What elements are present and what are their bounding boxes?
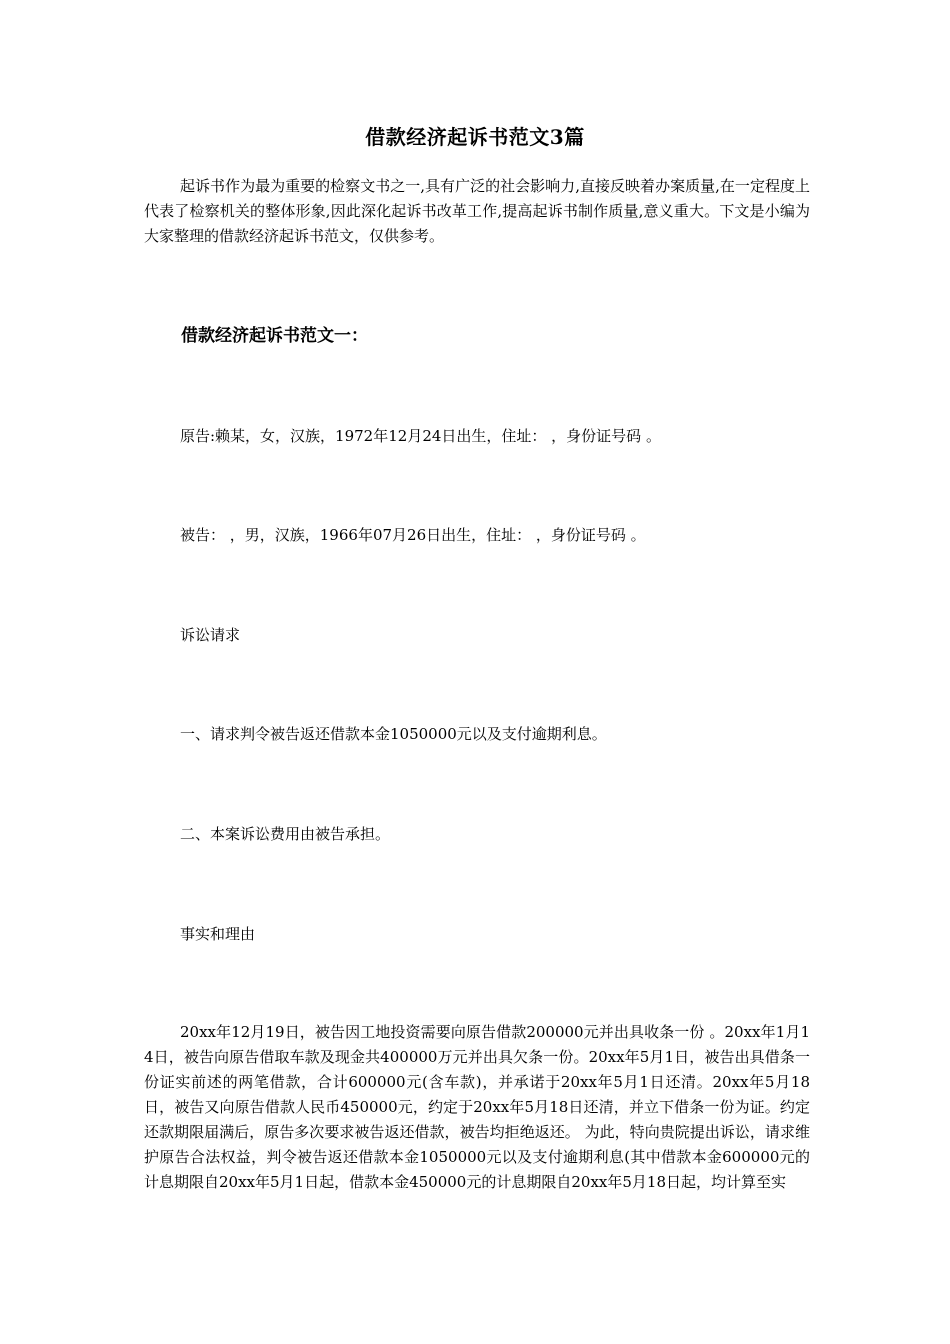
document-title: 借款经济起诉书范文3篇: [365, 125, 585, 149]
claims-heading: 诉讼请求: [180, 626, 241, 644]
claim-item-1: 一、请求判令被告返还借款本金1050000元以及支付逾期利息。: [180, 725, 607, 743]
facts-heading: 事实和理由: [180, 925, 256, 943]
claim-item-2: 二、本案诉讼费用由被告承担。: [180, 825, 391, 843]
intro-paragraph: 起诉书作为最为重要的检察文书之一,具有广泛的社会影响力,直接反映着办案质量,在一定程度上代表了检察机关的整体形象,因此深化起诉书改革工作,提高起诉书制作质量,意义重大。下文是小编为大家整理的借款经济起诉书范文，仅供参考。: [144, 177, 810, 245]
plaintiff-line: 原告:赖某，女，汉族，1972年12月24日出生，住址： ，身份证号码 。: [180, 427, 661, 445]
defendant-line: 被告： ，男，汉族，1966年07月26日出生，住址： ，身份证号码 。: [180, 526, 646, 544]
section-heading: 借款经济起诉书范文一：: [181, 326, 368, 346]
facts-paragraph: 20xx年12月19日，被告因工地投资需要向原告借款200000元并出具收条一份 。20xx年1月14日，被告向原告借取车款及现金共400000万元并出具欠条一份。20xx年5月1日，被告出具借条一份证实前述的两笔借款，合计600000元(含车款)，并承诺于20xx年5月1日还清。20xx年5月18日，被告又向原告借款人民币450000元，约定于20xx年5月18日还清，并立下借条一份为证。约定还款期限届满后，原告多次要求被告返还借款，被告均拒绝返还。 为此，特向贵院提出诉讼，请求维护原告合法权益，判令被告返还借款本金1050000元以及支付逾期利息(其中借款本金600000元的计息期限自20xx年5月1日起，借款本金450000元的计息期限自20xx年5月18日起，均计算至实: [144, 1023, 810, 1191]
